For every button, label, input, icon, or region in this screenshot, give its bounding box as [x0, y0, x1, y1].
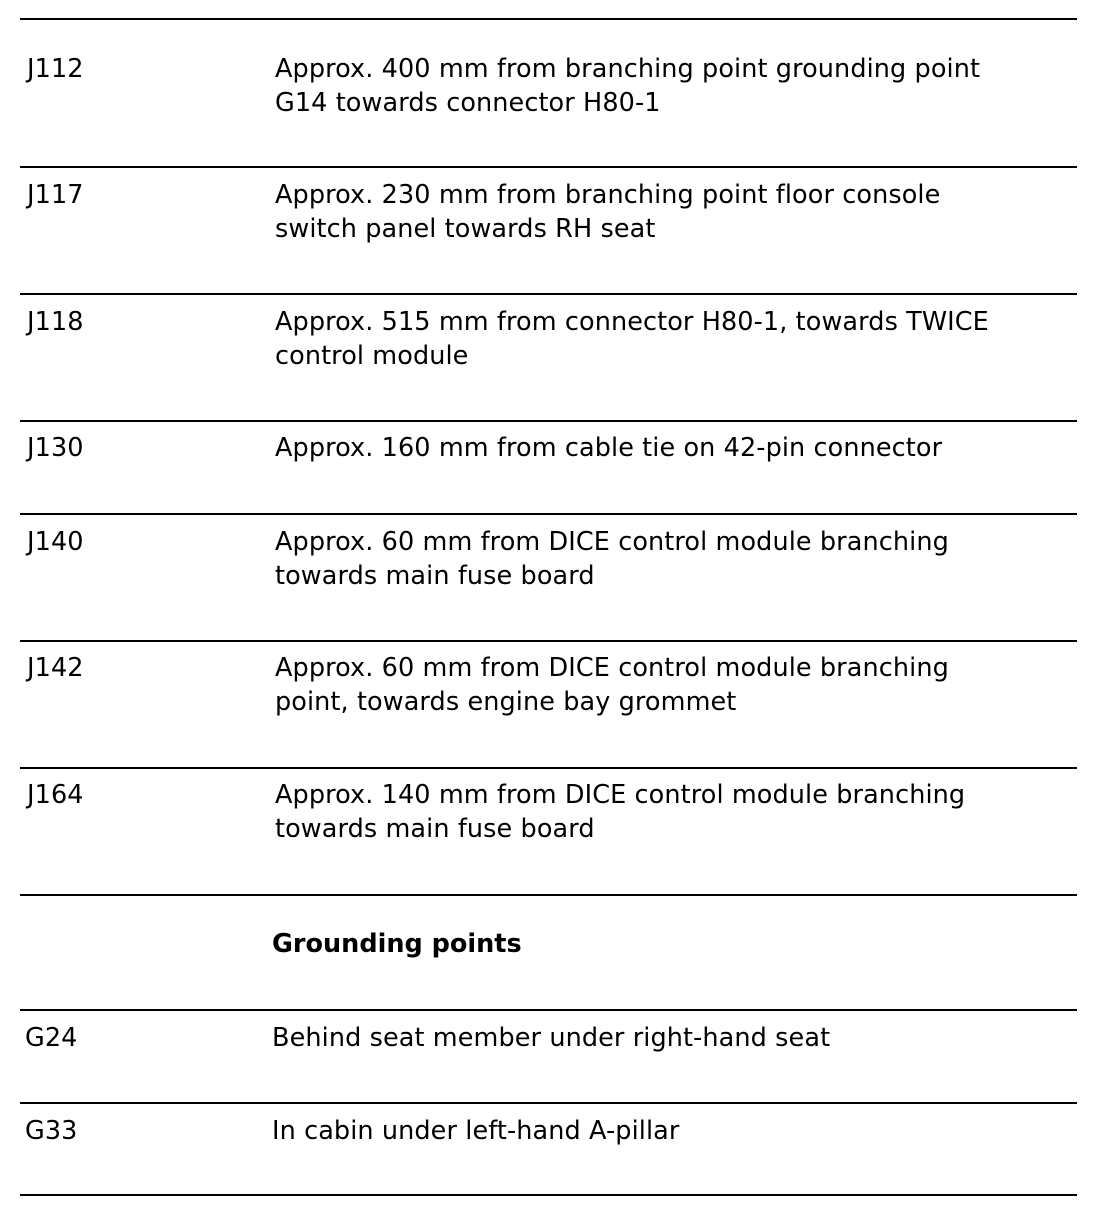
table-divider: [20, 1102, 1077, 1104]
table-divider: [20, 420, 1077, 422]
junction-code: J142: [27, 653, 84, 683]
section-heading: Grounding points: [272, 929, 522, 959]
table-divider: [20, 18, 1077, 20]
junction-description-line: Approx. 60 mm from DICE control module branching: [275, 653, 949, 683]
table-divider: [20, 513, 1077, 515]
table-divider: [20, 1194, 1077, 1196]
junction-code: J130: [27, 433, 84, 463]
junction-code: J164: [27, 780, 84, 810]
junction-description-line: towards main fuse board: [275, 561, 595, 591]
table-divider: [20, 640, 1077, 642]
junction-description-line: Approx. 60 mm from DICE control module branching: [275, 527, 949, 557]
junction-description-line: towards main fuse board: [275, 814, 595, 844]
junction-description-line: point, towards engine bay grommet: [275, 687, 737, 717]
junction-code: J118: [27, 307, 84, 337]
table-divider: [20, 293, 1077, 295]
table-divider: [20, 1009, 1077, 1011]
junction-description-line: Approx. 140 mm from DICE control module branching: [275, 780, 966, 810]
grounding-code: G33: [25, 1116, 78, 1146]
junction-code: J117: [27, 180, 84, 210]
table-divider: [20, 767, 1077, 769]
junction-description-line: Approx. 160 mm from cable tie on 42-pin connector: [275, 433, 943, 463]
grounding-description: In cabin under left-hand A-pillar: [272, 1116, 680, 1146]
table-divider: [20, 894, 1077, 896]
grounding-description: Behind seat member under right-hand seat: [272, 1023, 831, 1053]
junction-code: J140: [27, 527, 84, 557]
junction-description-line: G14 towards connector H80-1: [275, 88, 661, 118]
table-divider: [20, 166, 1077, 168]
junction-description-line: control module: [275, 341, 469, 371]
junction-description-line: Approx. 400 mm from branching point grounding point: [275, 54, 981, 84]
junction-description-line: switch panel towards RH seat: [275, 214, 656, 244]
junction-code: J112: [27, 54, 84, 84]
junction-description-line: Approx. 515 mm from connector H80-1, towards TWICE: [275, 307, 989, 337]
junction-description-line: Approx. 230 mm from branching point floor console: [275, 180, 941, 210]
grounding-code: G24: [25, 1023, 78, 1053]
